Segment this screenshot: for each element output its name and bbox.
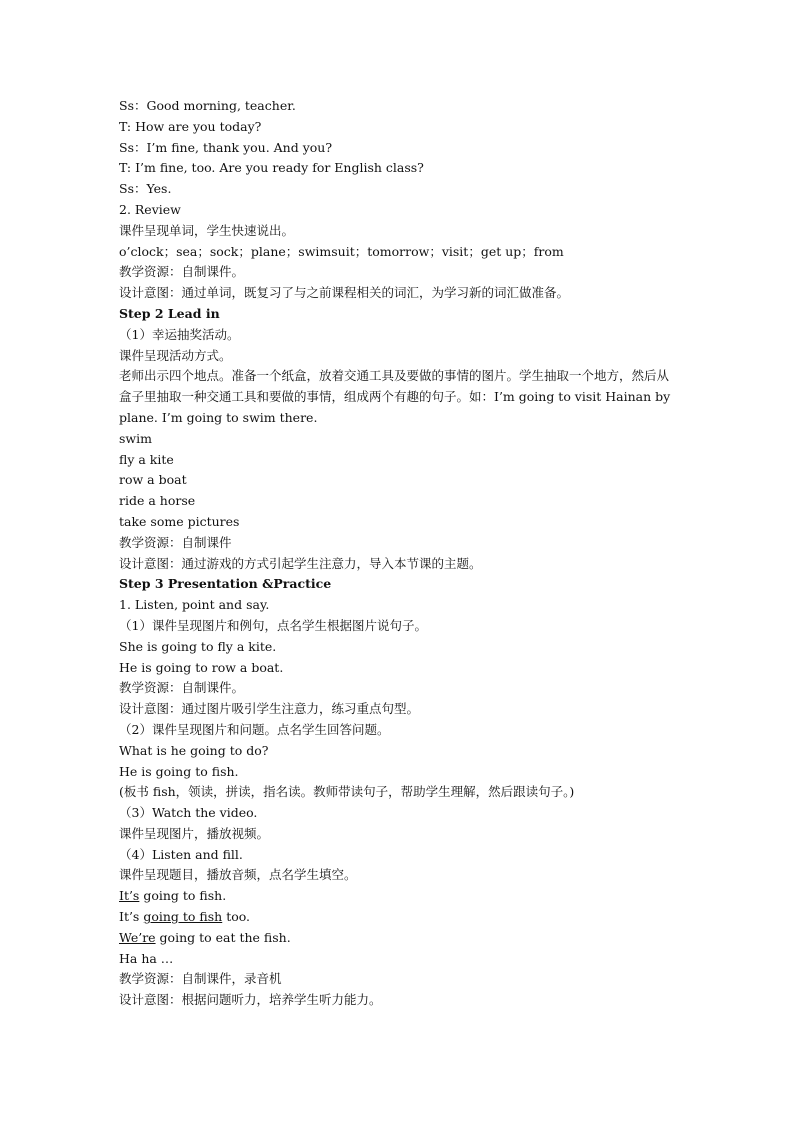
fill-blank: going to fish xyxy=(143,909,223,925)
fill-line xyxy=(119,886,679,907)
phrase-item: fly a kite xyxy=(119,451,174,467)
text-line: 课件呈现图片，播放视频。 xyxy=(119,825,270,841)
resource-line: 教学资源：自制课件，录音机 xyxy=(119,971,282,987)
phrase-item: ride a horse xyxy=(119,493,196,509)
activity-title: （3）Watch the video. xyxy=(119,805,258,821)
dialog-line: Ss：Yes. xyxy=(119,181,172,197)
phrase-item: take some pictures xyxy=(119,513,240,529)
example-sentence: She is going to fly a kite. xyxy=(119,638,277,654)
fill-line xyxy=(119,928,679,949)
intent-line: 设计意图：通过单词，既复习了与之前课程相关的词汇，为学习新的词汇做准备。 xyxy=(119,285,570,301)
activity-title: （2）课件呈现图片和问题。点名学生回答问题。 xyxy=(119,721,390,737)
phrase-item: swim xyxy=(119,430,152,446)
intent-line: 设计意图：根据问题听力，培养学生听力能力。 xyxy=(119,992,382,1008)
intent-line: 设计意图：通过图片吸引学生注意力，练习重点句型。 xyxy=(119,701,420,717)
section-heading: 1. Listen, point and say. xyxy=(119,597,270,613)
example-sentence: He is going to fish. xyxy=(119,763,239,779)
section-heading: 2. Review xyxy=(119,201,181,217)
dialog-line: Ss：I’m fine, thank you. And you? xyxy=(119,139,333,155)
activity-title: （1）课件呈现图片和例句，点名学生根据图片说句子。 xyxy=(119,617,427,633)
resource-line: 教学资源：自制课件 xyxy=(119,534,232,550)
text-line: 课件呈现题目，播放音频，点名学生填空。 xyxy=(119,867,357,883)
resource-line: 教学资源：自制课件。 xyxy=(119,680,245,696)
step-heading: Step 2 Lead in xyxy=(119,305,220,321)
activity-title: （4）Listen and fill. xyxy=(119,846,243,862)
dialog-line: Ss：Good morning, teacher. xyxy=(119,98,296,113)
word-list: o’clock；sea；sock；plane；swimsuit；tomorrow；visit；get up；from xyxy=(119,243,564,259)
example-sentence: What is he going to do? xyxy=(119,742,269,758)
dialog-line: T: How are you today? xyxy=(119,118,262,134)
intent-line: 设计意图：通过游戏的方式引起学生注意力，导入本节课的主题。 xyxy=(119,555,482,571)
fill-text: going to eat the fish. xyxy=(155,929,291,945)
resource-line: 教学资源：自制课件。 xyxy=(119,264,245,280)
step-heading: Step 3 Presentation &Practice xyxy=(119,576,332,592)
fill-text: too. xyxy=(222,909,251,925)
activity-title: （1）幸运抽奖活动。 xyxy=(119,326,240,342)
document-body xyxy=(119,96,679,1011)
phrase-item: row a boat xyxy=(119,472,187,488)
example-sentence: He is going to row a boat. xyxy=(119,659,284,675)
fill-blank: It’s xyxy=(119,888,140,904)
fill-line: Ha ha … xyxy=(119,950,174,966)
activity-paragraph: 老师出示四个地点。准备一个纸盒，放着交通工具及要做的事情的图片。学生抽取一个地方，然后从盒子里抽取一种交通工具和要做的事情，组成两个有趣的句子。如：I’m going to visit Hainan by plane. I’m going to swim there. xyxy=(119,368,671,425)
fill-text: It’s xyxy=(119,909,144,925)
dialog-line: T: I’m fine, too. Are you ready for English class? xyxy=(119,160,424,176)
fill-text: going to fish. xyxy=(139,888,227,904)
text-line: 课件呈现活动方式。 xyxy=(119,347,232,363)
fill-blank: We’re xyxy=(119,929,156,945)
text-line: 课件呈现单词，学生快速说出。 xyxy=(119,222,295,238)
fill-line xyxy=(119,907,679,928)
board-note: (板书 fish，领读，拼读，指名读。教师带读句子，帮助学生理解，然后跟读句子。) xyxy=(119,784,575,800)
